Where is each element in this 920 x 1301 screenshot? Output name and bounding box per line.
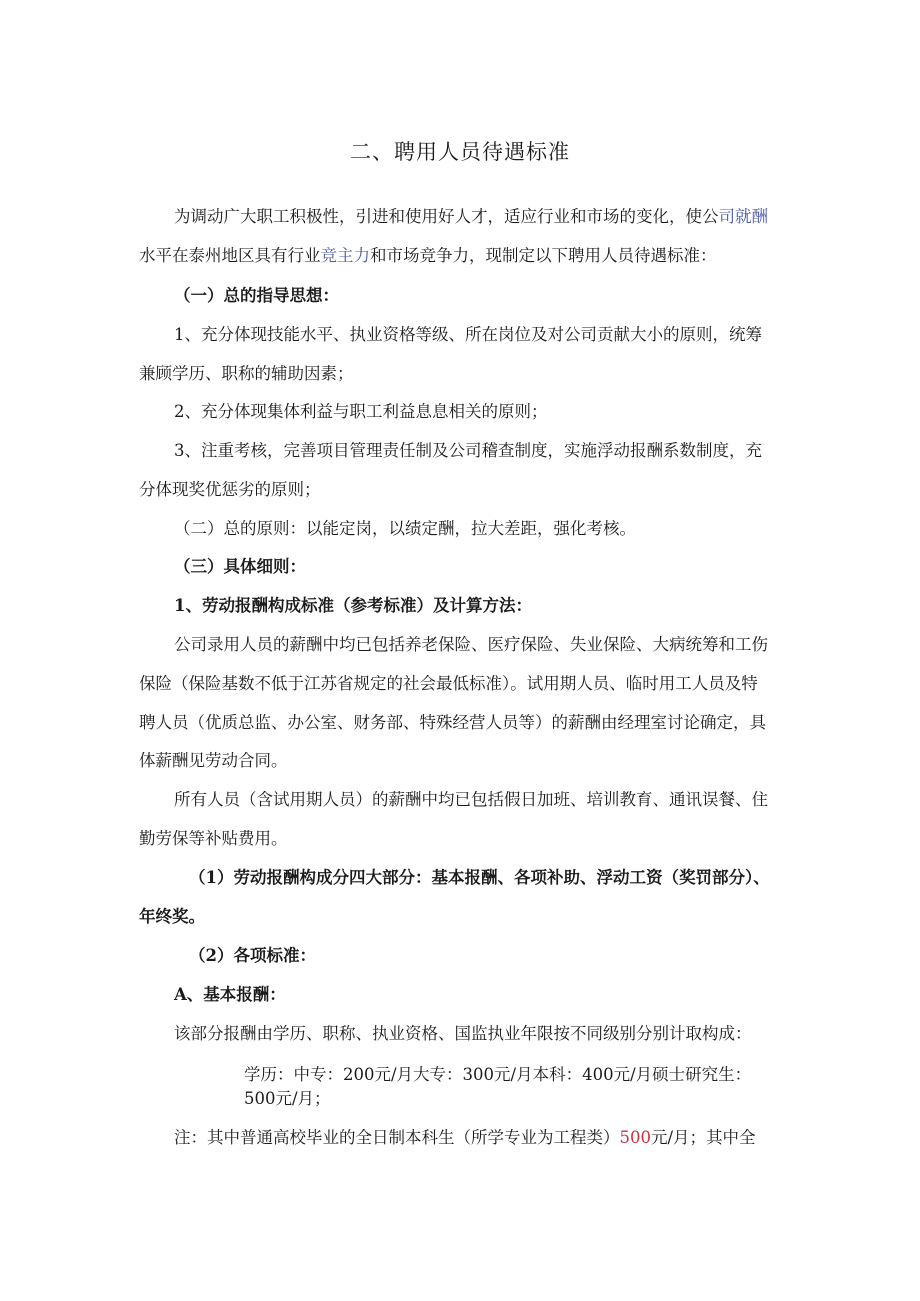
intro-highlight-2: 竞主力 — [320, 246, 370, 265]
note-line: 注：其中普通高校毕业的全日制本科生（所学专业为工程类）500元/月；其中全 — [174, 1128, 756, 1147]
section1-item3-line1: 3、注重考核，完善项目管理责任制及公司稽查制度，实施浮动报酬系数制度，充 — [174, 441, 762, 460]
education-rates-line2: 500元/月； — [244, 1089, 331, 1108]
para3-line2: 年终奖。 — [139, 907, 205, 926]
section3-heading: （三）具体细则： — [174, 557, 306, 576]
para1-line2: 保险（保险基数不低于江苏省规定的社会最低标准）。试用期人员、临时用工人员及特 — [139, 674, 758, 693]
para1-line4: 体薪酬见劳动合同。 — [139, 751, 288, 770]
para1-line3: 聘人员（优质总监、办公室、财务部、特殊经营人员等）的薪酬由经理室讨论确定，具 — [139, 713, 766, 732]
basic-pay-desc: 该部分报酬由学历、职称、执业资格、国监执业年限按不同级别分别计取构成： — [174, 1024, 752, 1043]
para2-line1: 所有人员（含试用期人员）的薪酬中均已包括假日加班、培训教育、通讯误餐、住 — [174, 790, 768, 809]
para3-line1: （1）劳动报酬构成分四大部分：基本报酬、各项补助、浮动工资（奖罚部分）、 — [189, 868, 770, 887]
intro-line-2: 水平在泰州地区具有行业竞主力和市场竞争力，现制定以下聘用人员待遇标准： — [139, 246, 717, 265]
section1-heading: （一）总的指导思想： — [174, 286, 339, 305]
page-title: 二、聘用人员待遇标准 — [350, 140, 570, 164]
basic-pay-heading: A、基本报酬： — [174, 985, 286, 1004]
section1-item2: 2、充分体现集体利益与职工利益息息相关的原则； — [174, 402, 548, 421]
section1-item1-line2: 兼顾学历、职称的辅助因素； — [139, 364, 354, 383]
section1-item1-line1: 1、充分体现技能水平、执业资格等级、所在岗位及对公司贡献大小的原则，统筹 — [174, 325, 762, 344]
note-highlight-amount: 500 — [619, 1128, 651, 1147]
education-rates-line1: 学历：中专：200元/月大专：300元/月本科：400元/月硕士研究生： — [244, 1065, 752, 1084]
para1-line1: 公司录用人员的薪酬中均已包括养老保险、医疗保险、失业保险、大病统筹和工伤 — [174, 635, 768, 654]
intro-line-1: 为调动广大职工积极性，引进和使用好人才，适应行业和市场的变化，使公司就酬 — [174, 207, 768, 226]
intro-highlight-1: 司就酬 — [718, 207, 768, 226]
section2-text: （二）总的原则：以能定岗，以绩定酬，拉大差距，强化考核。 — [174, 519, 636, 538]
standards-heading: （2）各项标准： — [189, 946, 316, 965]
section1-item3-line2: 分体现奖优惩劣的原则； — [139, 480, 321, 499]
para2-line2: 勤劳保等补贴费用。 — [139, 829, 288, 848]
section3-sub1: 1、劳动报酬构成标准（参考标准）及计算方法： — [174, 596, 532, 615]
